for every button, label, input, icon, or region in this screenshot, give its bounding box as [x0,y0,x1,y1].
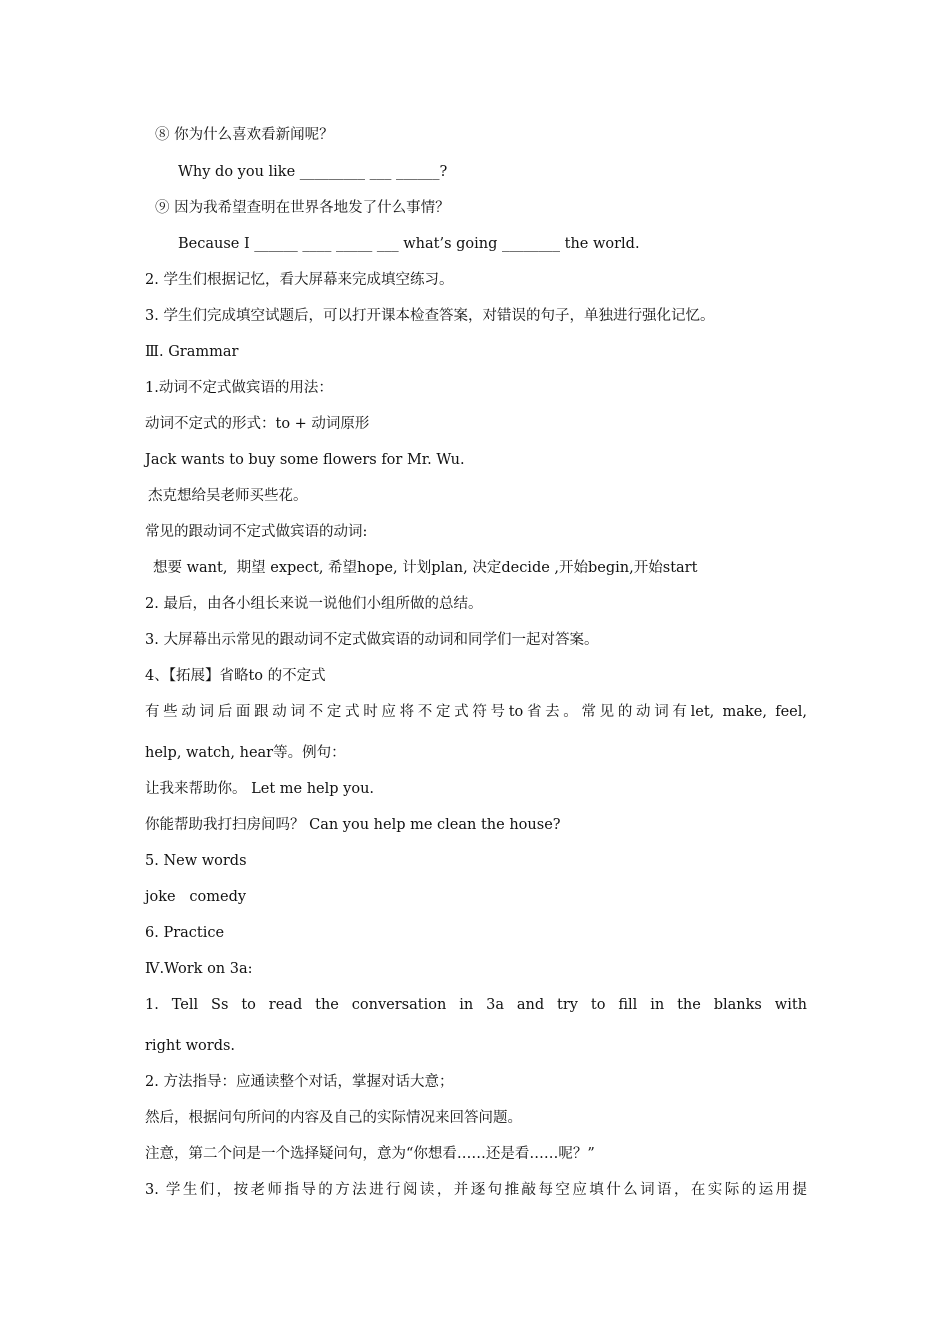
question-9-cn: ⑨ 因为我希望查明在世界各地发了什么事情？ [155,200,450,216]
step-3-answers: 3. 大屏幕出示常见的跟动词不定式做宾语的动词和同学们一起对答案。 [145,632,599,648]
method-guide-1: 2. 方法指导：应通读整个对话，掌握对话大意； [145,1074,454,1090]
question-9-en: Because I ______ ____ _____ ___ what’s going ________ the world. [178,236,640,252]
example-let-me: 让我来帮助你。 Let me help you. [145,781,375,797]
method-note: 注意，第二个问是一个选择疑问句，意为“你想看……还是看……呢？” [145,1146,595,1162]
section-3a-heading: Ⅳ.Work on 3a: [145,961,253,977]
infinitive-form: 动词不定式的形式：to + 动词原形 [145,416,370,432]
practice-heading: 6. Practice [145,925,225,941]
step-2-summary: 2. 最后，由各小组长来说一说他们小组所做的总结。 [145,596,483,612]
step-3-reading: 3. 学生们，按老师指导的方法进行阅读，并逐句推敲每空应填什么词语，在实际的运用提 [145,1182,807,1198]
extension-text-1: 有些动词后面跟动词不定式时应将不定式符号to省去。常见的动词有let, make, feel, [145,704,807,720]
example-can-you: 你能帮助我打扫房间吗？ Can you help me clean the house? [145,817,561,833]
task-1-text-1: 1. Tell Ss to read the conversation in 3a and try to fill in the blanks with [145,997,807,1013]
step-3-check: 3. 学生们完成填空试题后，可以打开课本检查答案，对错误的句子，单独进行强化记忆。 [145,308,715,324]
example-cn: 杰克想给吴老师买些花。 [148,488,308,504]
task-1-text-2: right words. [145,1038,236,1054]
question-8-cn: ⑧ 你为什么喜欢看新闻呢？ [155,127,334,143]
question-8-en: Why do you like _________ ___ ______? [178,164,448,180]
common-verbs-heading: 常见的跟动词不定式做宾语的动词: [145,524,368,540]
extension-heading: 4、【拓展】省略to 的不定式 [145,668,326,684]
section-grammar-heading: Ⅲ. Grammar [145,344,239,360]
method-guide-2: 然后，根据问句所问的内容及自己的实际情况来回答问题。 [145,1110,522,1126]
grammar-point-1: 1.动词不定式做宾语的用法： [145,380,333,396]
common-verbs-list: 想要 want, 期望 expect, 希望hope, 计划plan, 决定decide ,开始begin,开始start [153,560,698,576]
example-en: Jack wants to buy some flowers for Mr. Wu. [145,452,465,468]
extension-text-2: help, watch, hear等。例句： [145,745,346,761]
new-words-list: joke comedy [145,889,247,905]
step-2-memory: 2. 学生们根据记忆，看大屏幕来完成填空练习。 [145,272,454,288]
new-words-heading: 5. New words [145,853,247,869]
